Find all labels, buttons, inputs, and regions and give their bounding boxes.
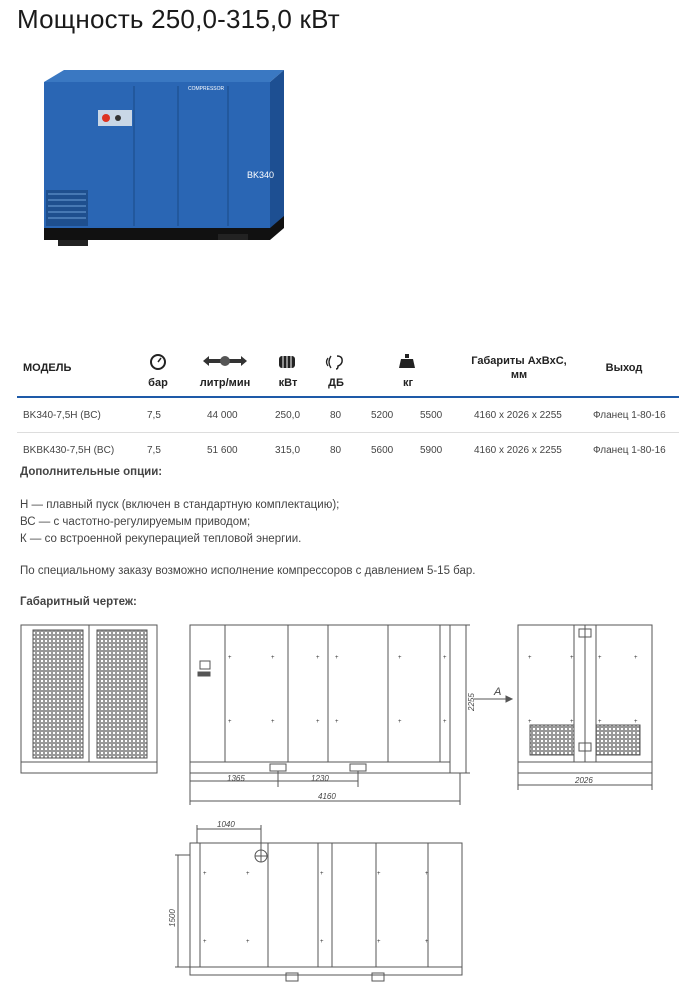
svg-text:+: + <box>598 655 602 661</box>
svg-text:+: + <box>377 871 381 877</box>
options-heading: Дополнительные опции: <box>20 466 163 478</box>
specs-table <box>17 348 679 465</box>
svg-text:+: + <box>228 719 232 725</box>
flow-icon <box>203 353 247 369</box>
svg-text:+: + <box>570 655 574 661</box>
svg-text:+: + <box>443 719 447 725</box>
compressor-photo <box>38 60 304 256</box>
svg-text:+: + <box>528 655 532 661</box>
model-badge: BK340 <box>246 170 274 180</box>
dim-2026: 2026 <box>575 776 593 785</box>
dim-1040: 1040 <box>217 820 235 829</box>
col-dims: Габариты АхВхС, мм <box>471 355 567 381</box>
svg-text:+: + <box>335 719 339 725</box>
weight-icon <box>399 353 415 369</box>
svg-text:+: + <box>570 719 574 725</box>
svg-text:+: + <box>316 719 320 725</box>
dim-1365: 1365 <box>227 774 245 783</box>
svg-text:+: + <box>377 939 381 945</box>
table-row: BK340-7,5H (BC) 7,5 44 000 250,0 80 5200 5500 4160 x 2026 x 2255 Фланец 1-80-16 <box>17 398 679 433</box>
svg-text:+: + <box>203 871 207 877</box>
view-a-label: A <box>494 686 502 698</box>
option-item: Н — плавный пуск (включен в стандартную комплектацию); <box>20 499 340 511</box>
dim-2255: 2255 <box>467 693 476 711</box>
svg-text:COMPRESSOR: COMPRESSOR <box>188 86 225 92</box>
col-noise: ДБ <box>328 377 344 389</box>
col-pressure: бар <box>148 377 168 389</box>
svg-text:+: + <box>203 939 207 945</box>
dimensional-drawing <box>0 615 679 1000</box>
svg-text:+: + <box>271 655 275 661</box>
pressure-gauge-icon <box>149 353 167 371</box>
svg-text:+: + <box>443 655 447 661</box>
svg-text:+: + <box>598 719 602 725</box>
svg-text:+: + <box>246 939 250 945</box>
col-flow: литр/мин <box>199 377 251 389</box>
svg-text:+: + <box>316 655 320 661</box>
dim-4160: 4160 <box>318 792 336 801</box>
svg-text:+: + <box>634 719 638 725</box>
dim-1500: 1500 <box>168 909 177 927</box>
col-power: кВт <box>278 377 298 389</box>
col-weight: кг <box>402 377 414 389</box>
motor-icon <box>277 353 297 371</box>
svg-text:+: + <box>528 719 532 725</box>
svg-text:+: + <box>398 655 402 661</box>
svg-text:+: + <box>335 655 339 661</box>
special-order-note: По специальному заказу возможно исполнение компрессоров с давлением 5-15 бар. <box>20 565 476 577</box>
drawing-heading: Габаритный чертеж: <box>20 596 137 608</box>
svg-text:+: + <box>271 719 275 725</box>
svg-text:+: + <box>320 939 324 945</box>
col-outlet: Выход <box>605 362 643 374</box>
sound-icon <box>325 353 345 371</box>
svg-text:+: + <box>398 719 402 725</box>
svg-text:+: + <box>228 655 232 661</box>
option-item: К — со встроенной рекуперацией тепловой энергии. <box>20 533 302 545</box>
option-item: ВС — с частотно-регулируемым приводом; <box>20 516 251 528</box>
dim-1230: 1230 <box>311 774 329 783</box>
svg-text:+: + <box>246 871 250 877</box>
svg-text:+: + <box>634 655 638 661</box>
svg-text:+: + <box>425 871 429 877</box>
svg-text:+: + <box>425 939 429 945</box>
svg-text:+: + <box>320 871 324 877</box>
table-row: BKBK430-7,5H (BC) 7,5 51 600 315,0 80 5600 5900 4160 x 2026 x 2255 Фланец 1-80-16 <box>23 445 666 456</box>
col-model: МОДЕЛЬ <box>23 362 72 374</box>
page-title: Мощность 250,0-315,0 кВт <box>17 4 340 34</box>
table-header <box>17 348 679 398</box>
